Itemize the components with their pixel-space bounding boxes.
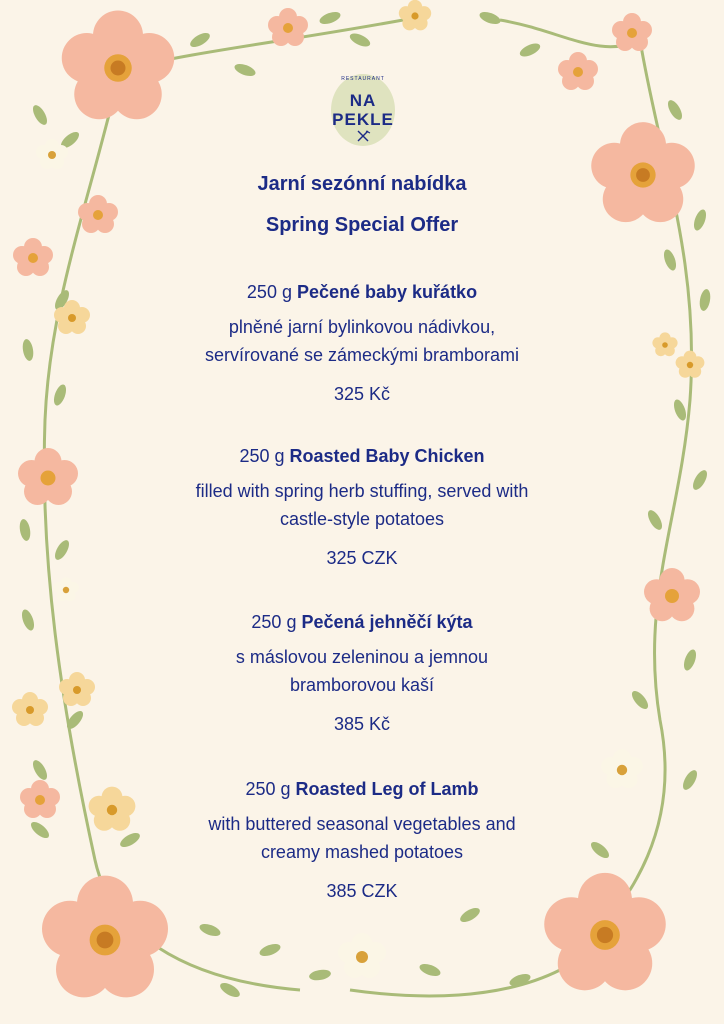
menu-item bbox=[0, 281, 724, 405]
menu-item-desc-line: creamy mashed potatoes bbox=[260, 842, 464, 862]
menu-item-desc-line: filled with spring herb stuffing, served with bbox=[195, 481, 529, 501]
menu-item-name: Roasted Leg of Lamb bbox=[295, 779, 479, 799]
menu-item-desc-line: bramborovou kaší bbox=[289, 675, 435, 695]
menu-item-desc-line: castle-style potatoes bbox=[279, 509, 445, 529]
menu-item-weight: 250 g bbox=[251, 612, 297, 632]
menu-item bbox=[0, 778, 724, 902]
menu-item-description bbox=[0, 477, 724, 533]
restaurant-logo bbox=[331, 74, 395, 146]
menu-item-price: 325 Kč bbox=[333, 384, 391, 404]
menu-item bbox=[0, 445, 724, 569]
menu-item-price: 385 CZK bbox=[326, 881, 398, 901]
menu-item-weight: 250 g bbox=[246, 282, 292, 302]
menu-item-title bbox=[0, 281, 724, 303]
logo-word-na: NA bbox=[349, 91, 377, 110]
menu-item bbox=[0, 611, 724, 735]
menu-item-desc-line: s máslovou zeleninou a jemnou bbox=[235, 647, 489, 667]
menu-item-title bbox=[0, 445, 724, 467]
menu-item-desc-line: servírované se zámeckými bramborami bbox=[204, 345, 520, 365]
heading-english: Spring Special Offer bbox=[265, 214, 459, 236]
fork-knife-icon bbox=[355, 130, 371, 142]
menu-item-description bbox=[0, 810, 724, 866]
menu-item-desc-line: plněné jarní bylinkovou nádivkou, bbox=[228, 317, 496, 337]
heading-czech: Jarní sezónní nabídka bbox=[257, 173, 467, 195]
menu-item-name: Pečená jehněčí kýta bbox=[301, 612, 473, 632]
menu-item-price: 385 Kč bbox=[333, 714, 391, 734]
menu-item-name: Pečené baby kuřátko bbox=[296, 282, 478, 302]
menu-item-weight: 250 g bbox=[245, 779, 291, 799]
menu-item-description bbox=[0, 643, 724, 699]
menu-item-title bbox=[0, 778, 724, 800]
logo-ring-text: RESTAURANT bbox=[341, 76, 385, 82]
menu-item-price: 325 CZK bbox=[326, 548, 398, 568]
menu-item-desc-line: with buttered seasonal vegetables and bbox=[208, 814, 516, 834]
menu-item-name: Roasted Baby Chicken bbox=[289, 446, 485, 466]
menu-item-weight: 250 g bbox=[239, 446, 285, 466]
menu-item-title bbox=[0, 611, 724, 633]
menu-item-description bbox=[0, 313, 724, 369]
logo-word-pekle: PEKLE bbox=[332, 110, 394, 129]
